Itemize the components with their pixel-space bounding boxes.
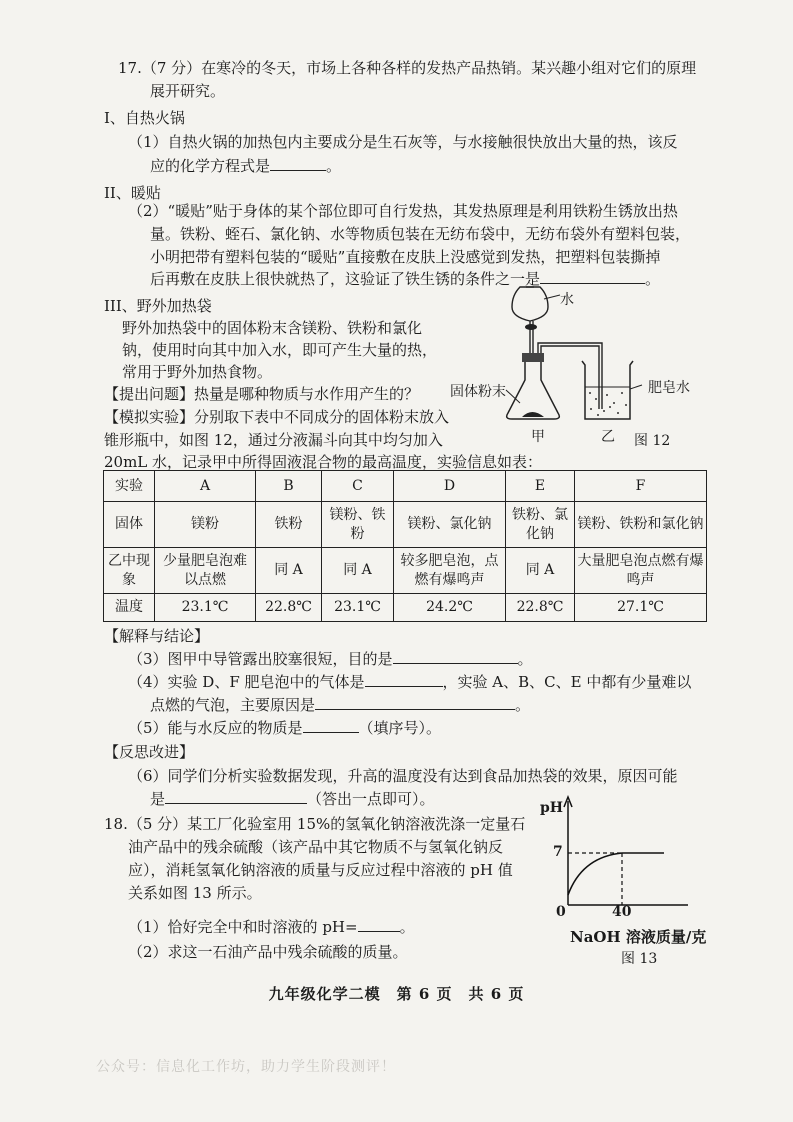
q17-4-question-cont: 点燃的气泡，主要原因是 。 (150, 696, 531, 714)
q17-3-line2: 钠，使用时向其中加入水，即可产生大量的热， (122, 341, 438, 359)
table-cell: 同 A (322, 548, 394, 594)
q17-4-question: （4）实验 D、F 肥皂泡中的气体是 ，实验 A、B、C、E 中都有少量难以 (128, 673, 692, 691)
q17-header: 17.（7 分）在寒冷的冬天，市场上各种各样的发热产品热销。某兴趣小组对它们的原理 (118, 59, 697, 77)
section-2-title: II、暖贴 (104, 184, 161, 202)
q17-2-line4: 后再敷在皮肤上很快就热了，这验证了铁生锈的条件之一是 。 (150, 270, 661, 288)
table-row (104, 548, 707, 594)
section-3-title: III、野外加热袋 (104, 297, 212, 315)
q17-5-question: （5）能与水反应的物质是 （填序号）。 (128, 719, 442, 737)
q17-header-cont: 展开研究。 (150, 82, 226, 100)
q18-line2: 油产品中的残余硫酸（该产品中其它物质不与氢氧化钠反 (128, 838, 504, 856)
q18-2-question: （2）求这一石油产品中残余硫酸的质量。 (128, 943, 408, 961)
table-cell: 铁粉 (256, 502, 322, 548)
answer-blank-6[interactable] (165, 788, 307, 804)
table-cell: 镁粉、铁粉和氯化钠 (575, 502, 707, 548)
figure-12-caption: 图 12 (634, 433, 671, 449)
q18-line1: 18.（5 分）某工厂化验室用 15%的氢氧化钠溶液洗涤一定量石 (104, 815, 526, 833)
q17-3-line3: 常用于野外加热食物。 (122, 363, 273, 381)
table-cell: 同 A (506, 548, 575, 594)
table-cell: 24.2℃ (394, 594, 506, 622)
x-axis-label: NaOH 溶液质量/克 (570, 928, 707, 946)
table-cell: D (394, 471, 506, 502)
simulation-line3: 20mL 水，记录甲中所得固液混合物的最高温度，实验信息如表： (104, 453, 543, 471)
table-cell: 23.1℃ (322, 594, 394, 622)
q17-6-question-cont: 是 （答出一点即可）。 (150, 790, 435, 808)
figure-13-caption: 图 13 (621, 951, 658, 967)
simulation-line1: 【模拟实验】分别取下表中不同成分的固体粉末放入 (104, 408, 450, 426)
table-row (104, 594, 707, 622)
table-header-row (104, 471, 707, 502)
table-cell: C (322, 471, 394, 502)
section-1-title: I、自热火锅 (104, 109, 185, 127)
table-cell: B (256, 471, 322, 502)
q17-2-line2: 量。铁粉、蛭石、氯化钠、水等物质包装在无纺布袋中，无纺布袋外有塑料包装， (150, 225, 691, 243)
table-cell: 乙中现象 (104, 548, 155, 594)
table-cell: 实验 (104, 471, 155, 502)
table-cell: 镁粉、铁粉 (322, 502, 394, 548)
q18-line4: 关系如图 13 所示。 (128, 884, 262, 902)
table-cell: 较多肥皂泡，点燃有爆鸣声 (394, 548, 506, 594)
ph-curve (568, 853, 664, 895)
apparatus-diagram (490, 285, 690, 445)
label-jia: 甲 (531, 429, 545, 445)
origin-label: 0 (556, 904, 566, 920)
answer-blank-18-1[interactable] (358, 916, 400, 932)
label-soap-water: 肥皂水 (648, 380, 690, 396)
table-cell: 镁粉 (155, 502, 256, 548)
table-cell: 大量肥皂泡点燃有爆鸣声 (575, 548, 707, 594)
q17-1-line2: 应的化学方程式是 。 (150, 157, 342, 175)
table-cell: 27.1℃ (575, 594, 707, 622)
table-cell: 22.8℃ (506, 594, 575, 622)
x-tick-40: 40 (612, 904, 632, 920)
table-cell: 温度 (104, 594, 155, 622)
q18-line3: 应），消耗氢氧化钠溶液的质量与反应过程中溶液的 pH 值 (128, 861, 513, 879)
table-cell: 22.8℃ (256, 594, 322, 622)
table-cell: E (506, 471, 575, 502)
label-water: 水 (560, 292, 574, 308)
q17-2-line1: （2）“暖贴”贴于身体的某个部位即可自行发热，其发热原理是利用铁粉生锈放出热 (128, 202, 678, 220)
ph-tick-7: 7 (553, 844, 563, 860)
table-cell: 镁粉、氯化钠 (394, 502, 506, 548)
q17-2-line3: 小明把带有塑料包装的“暖贴”直接敷在皮肤上没感觉到发热，把塑料包装撕掉 (150, 248, 661, 266)
experiment-table (103, 470, 707, 622)
raise-question: 【提出问题】热量是哪种物质与水作用产生的？ (104, 385, 420, 403)
answer-blank-4a[interactable] (365, 671, 443, 687)
answer-blank-3[interactable] (393, 648, 518, 664)
table-row (104, 502, 707, 548)
page-footer: 九年级化学二模 第 6 页 共 6 页 (268, 985, 525, 1003)
label-yi: 乙 (601, 429, 615, 445)
table-cell: A (155, 471, 256, 502)
q18-1-question: （1）恰好完全中和时溶液的 pH= 。 (128, 918, 415, 936)
explanation-title: 【解释与结论】 (104, 627, 210, 645)
ph-axis-label: pH (540, 800, 564, 816)
q17-3-question: （3）图甲中导管露出胶塞很短，目的是 。 (128, 650, 533, 668)
answer-blank-5[interactable] (303, 717, 359, 733)
q17-3-line1: 野外加热袋中的固体粉末含镁粉、铁粉和氯化 (122, 319, 423, 337)
watermark: 公众号：信息化工作坊，助力学生阶段测评！ (96, 1059, 396, 1075)
table-cell: 铁粉、氯化钠 (506, 502, 575, 548)
answer-blank-1[interactable] (270, 155, 326, 171)
label-solid-powder: 固体粉末 (450, 384, 506, 400)
simulation-line2: 锥形瓶中，如图 12，通过分液漏斗向其中均匀加入 (104, 431, 443, 449)
table-cell: 少量肥皂泡难以点燃 (155, 548, 256, 594)
q17-6-question: （6）同学们分析实验数据发现，升高的温度没有达到食品加热袋的效果，原因可能 (128, 767, 678, 785)
q17-1-line1: （1）自热火锅的加热包内主要成分是生石灰等，与水接触很快放出大量的热，该反 (128, 133, 678, 151)
table-cell: 固体 (104, 502, 155, 548)
reflection-title: 【反思改进】 (104, 743, 195, 761)
table-cell: F (575, 471, 707, 502)
answer-blank-4b[interactable] (315, 694, 515, 710)
table-cell: 23.1℃ (155, 594, 256, 622)
ph-curve-graph (548, 795, 698, 915)
answer-blank-2[interactable] (540, 268, 645, 284)
table-cell: 同 A (256, 548, 322, 594)
